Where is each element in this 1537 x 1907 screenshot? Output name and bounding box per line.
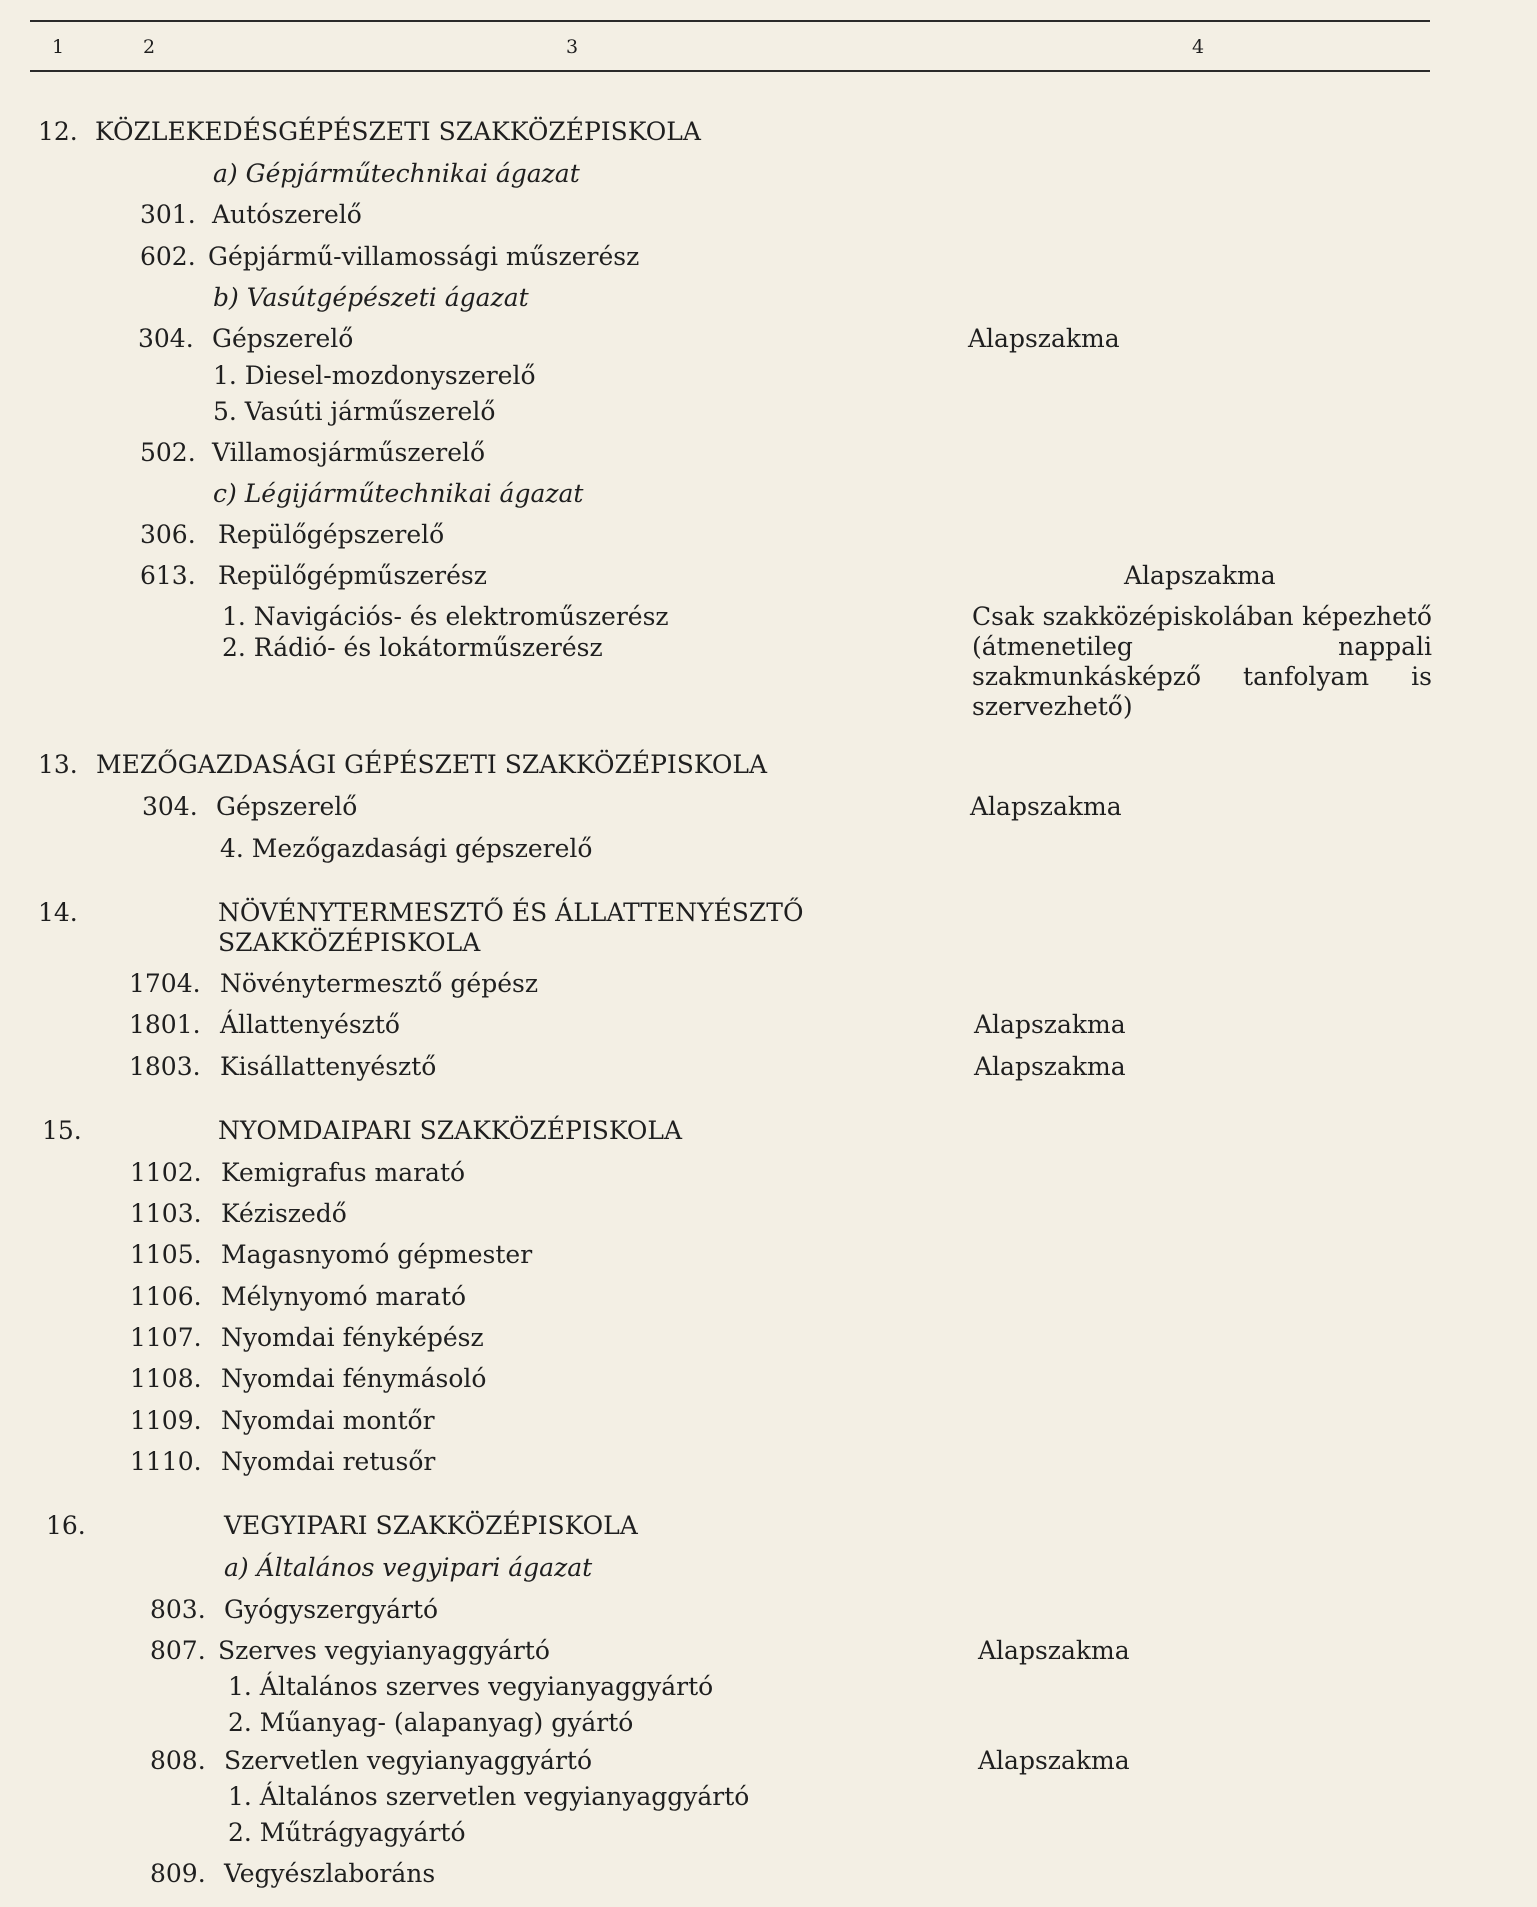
branch-c-title: c) Légijárműtechnikai ágazat xyxy=(213,479,584,508)
trade-602: Gépjármű-villamossági műszerész xyxy=(208,242,640,271)
trade-809: Vegyészlaboráns xyxy=(224,1859,436,1888)
code-502: 502. xyxy=(140,438,196,467)
section-14-title-line1: NÖVÉNYTERMESZTŐ ÉS ÁLLATTENYÉSZTŐ xyxy=(218,898,804,927)
section-16-number: 16. xyxy=(46,1511,86,1540)
code-301: 301. xyxy=(140,200,196,229)
sub-trade-radio: 2. Rádió- és lokátorműszerész xyxy=(222,633,603,662)
section-12-title: KÖZLEKEDÉSGÉPÉSZETI SZAKKÖZÉPISKOLA xyxy=(95,117,701,146)
list-item-name: Magasnyomó gépmester xyxy=(221,1240,533,1269)
list-item-code: 1106. xyxy=(130,1282,202,1311)
list-item-name: Nyomdai fénymásoló xyxy=(221,1364,487,1393)
trade-301: Autószerelő xyxy=(212,200,362,229)
column-header-4: 4 xyxy=(1192,36,1205,58)
sub-trade-807-2: 2. Műanyag- (alapanyag) gyártó xyxy=(228,1708,634,1737)
remark-304-agri: Alapszakma xyxy=(970,792,1122,821)
sub-trade-808-1: 1. Általános szervetlen vegyianyaggyártó xyxy=(228,1782,750,1811)
section-13-number: 13. xyxy=(38,750,78,779)
sub-trade-diesel: 1. Diesel-mozdonyszerelő xyxy=(213,361,536,390)
code-602: 602. xyxy=(140,242,196,271)
remark-807: Alapszakma xyxy=(978,1636,1130,1665)
trade-304-agri: Gépszerelő xyxy=(216,792,358,821)
header-rule xyxy=(30,70,1430,72)
trade-613: Repülőgépműszerész xyxy=(218,561,487,590)
column-header-3: 3 xyxy=(566,36,579,58)
trade-1803: Kisállattenyésztő xyxy=(220,1052,437,1081)
column-header-2: 2 xyxy=(143,36,156,58)
remark-1803: Alapszakma xyxy=(974,1052,1126,1081)
code-1803: 1803. xyxy=(129,1052,201,1081)
remark-808: Alapszakma xyxy=(978,1746,1130,1775)
trade-807: Szerves vegyianyaggyártó xyxy=(218,1636,550,1665)
top-rule xyxy=(30,20,1430,22)
code-809: 809. xyxy=(150,1859,206,1888)
section-14-title-line2: SZAKKÖZÉPISKOLA xyxy=(218,928,481,957)
trade-502: Villamosjárműszerelő xyxy=(212,438,486,467)
column-header-1: 1 xyxy=(52,36,65,58)
list-item-code: 1108. xyxy=(130,1364,202,1393)
sub-trade-807-1: 1. Általános szerves vegyianyaggyártó xyxy=(228,1672,714,1701)
code-304: 304. xyxy=(138,324,194,353)
sub-trade-navigation: 1. Navigációs- és elektroműszerész xyxy=(222,602,669,631)
trade-808: Szervetlen vegyianyaggyártó xyxy=(224,1746,593,1775)
list-item-name: Nyomdai fényképész xyxy=(221,1323,484,1352)
list-item-name: Mélynyomó marató xyxy=(221,1282,467,1311)
remark-613: Alapszakma xyxy=(1124,561,1276,590)
section-14-number: 14. xyxy=(38,898,78,927)
code-304-agri: 304. xyxy=(142,792,198,821)
list-item-name: Kemigrafus marató xyxy=(221,1158,466,1187)
list-item-code: 1107. xyxy=(130,1323,202,1352)
list-item-name: Nyomdai montőr xyxy=(221,1406,435,1435)
list-item-code: 1102. xyxy=(130,1158,202,1187)
trade-1704: Növénytermesztő gépész xyxy=(220,969,539,998)
code-613: 613. xyxy=(140,561,196,590)
list-item-code: 1109. xyxy=(130,1406,202,1435)
branch-a-title: a) Gépjárműtechnikai ágazat xyxy=(213,159,580,188)
trade-803: Gyógyszergyártó xyxy=(224,1595,439,1624)
branch-b-title: b) Vasútgépészeti ágazat xyxy=(213,283,529,312)
list-item-code: 1105. xyxy=(130,1240,202,1269)
remark-1801: Alapszakma xyxy=(974,1010,1126,1039)
section-15-number: 15. xyxy=(42,1116,82,1145)
remark-304: Alapszakma xyxy=(968,324,1120,353)
trade-306: Repülőgépszerelő xyxy=(218,520,445,549)
section-12-number: 12. xyxy=(38,117,78,146)
list-item-name: Nyomdai retusőr xyxy=(221,1447,436,1476)
section-16-title: VEGYIPARI SZAKKÖZÉPISKOLA xyxy=(224,1511,638,1540)
sub-trade-agri-mechanic: 4. Mezőgazdasági gépszerelő xyxy=(220,834,593,863)
remark-613-note: Csak szakközépiskolában képezhető (átmenetileg nappali szakmunkásképző tanfolyam is szervezhető) xyxy=(972,602,1432,721)
trade-304: Gépszerelő xyxy=(212,324,354,353)
code-306: 306. xyxy=(140,520,196,549)
list-item-code: 1110. xyxy=(130,1447,202,1476)
code-1704: 1704. xyxy=(129,969,201,998)
list-item-code: 1103. xyxy=(130,1199,202,1228)
section-13-title: MEZŐGAZDASÁGI GÉPÉSZETI SZAKKÖZÉPISKOLA xyxy=(96,750,768,779)
code-808: 808. xyxy=(150,1746,206,1775)
trade-1801: Állattenyésztő xyxy=(220,1010,400,1039)
code-807: 807. xyxy=(150,1636,206,1665)
code-1801: 1801. xyxy=(129,1010,201,1039)
branch-a-chem-title: a) Általános vegyipari ágazat xyxy=(224,1553,593,1582)
section-15-title: NYOMDAIPARI SZAKKÖZÉPISKOLA xyxy=(218,1116,683,1145)
list-item-name: Kéziszedő xyxy=(221,1199,347,1228)
code-803: 803. xyxy=(150,1595,206,1624)
sub-trade-808-2: 2. Műtrágyagyártó xyxy=(228,1818,466,1847)
sub-trade-railway: 5. Vasúti járműszerelő xyxy=(213,397,496,426)
